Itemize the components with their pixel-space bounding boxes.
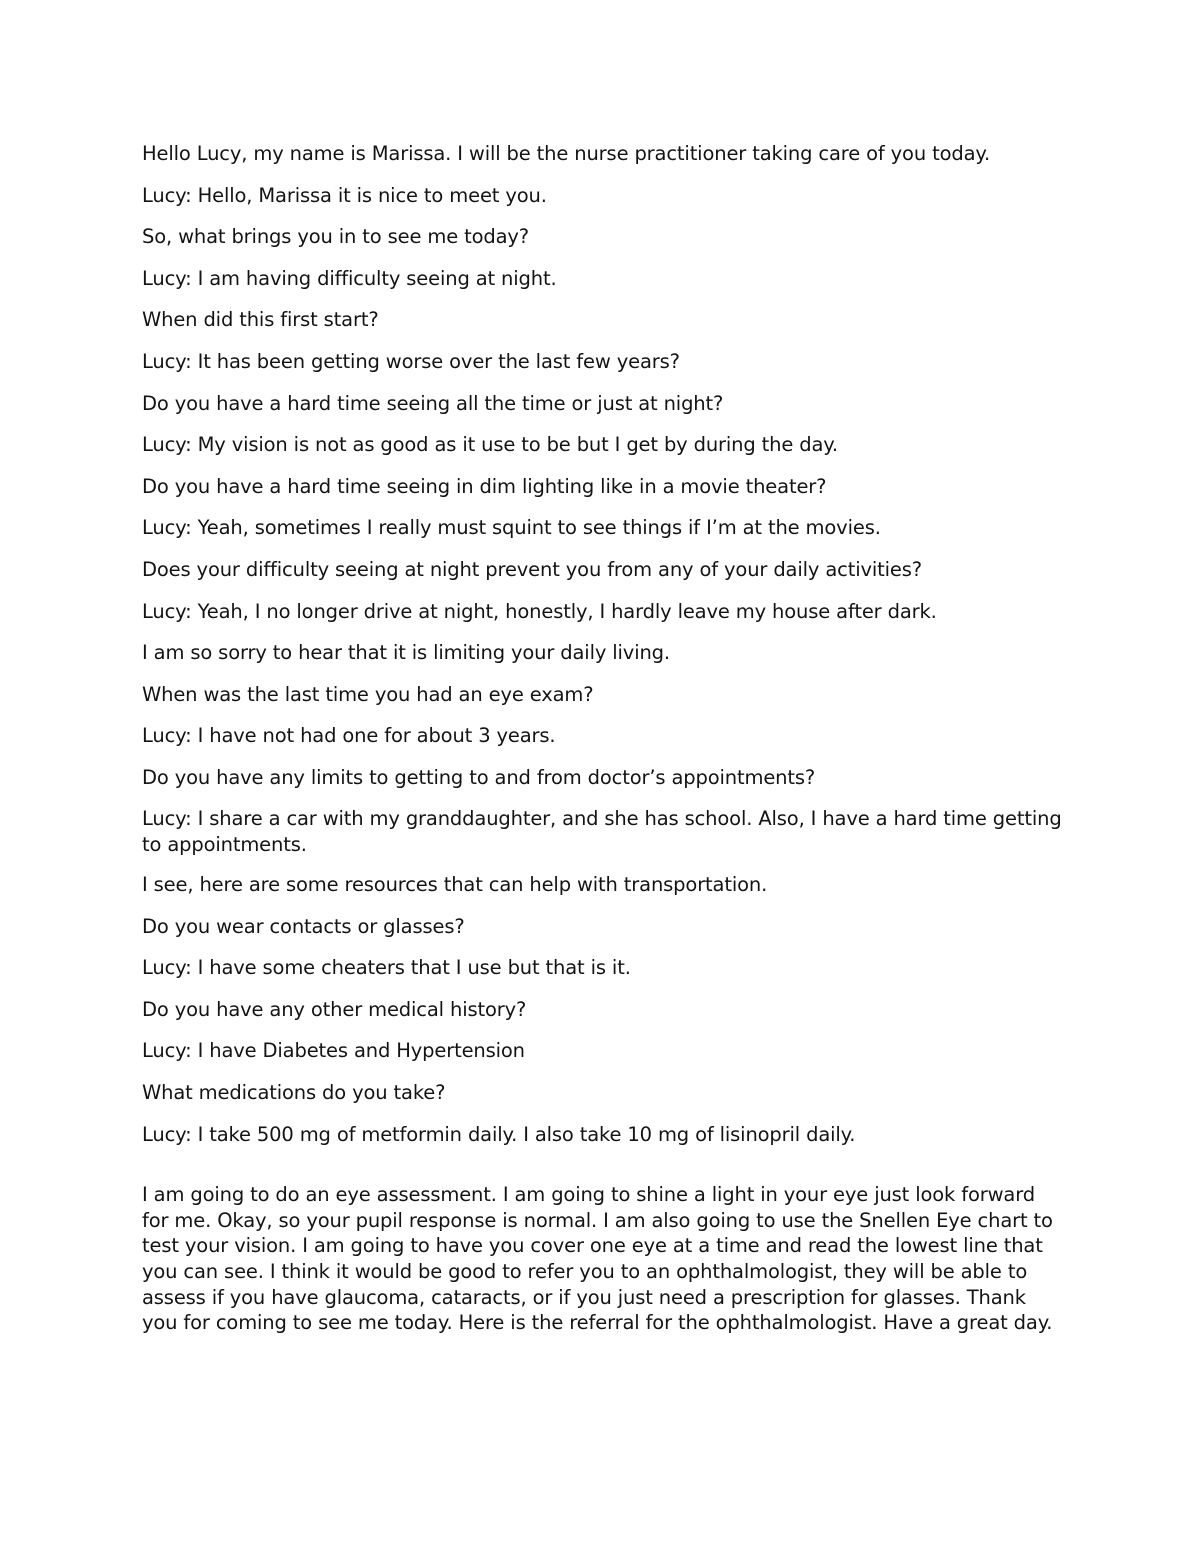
dialogue-line: When was the last time you had an eye exam?: [142, 682, 594, 706]
dialogue-line: Lucy: I have some cheaters that I use but that is it.: [142, 956, 631, 980]
dialogue-line: Lucy: Yeah, sometimes I really must squint to see things if I’m at the movies.: [142, 516, 881, 540]
dialogue-line: Does your difficulty seeing at night prevent you from any of your daily activities?: [142, 557, 922, 581]
dialogue-line: I am so sorry to hear that it is limiting your daily living.: [142, 641, 670, 665]
dialogue-line: So, what brings you in to see me today?: [142, 225, 529, 249]
dialogue-line: Lucy: Yeah, I no longer drive at night, honestly, I hardly leave my house after dark.: [142, 599, 937, 623]
dialogue-line: Do you have any limits to getting to and from doctor’s appointments?: [142, 765, 816, 789]
dialogue-line: Lucy: My vision is not as good as it use to be but I get by during the day.: [142, 433, 838, 457]
dialogue-line: Do you wear contacts or glasses?: [142, 914, 465, 938]
document-body: [142, 140, 1062, 1356]
dialogue-line: Lucy: Hello, Marissa it is nice to meet you.: [142, 183, 547, 207]
dialogue-line: Hello Lucy, my name is Marissa. I will be the nurse practitioner taking care of you today.: [142, 142, 991, 165]
dialogue-line: Lucy: I take 500 mg of metformin daily. I also take 10 mg of lisinopril daily.: [142, 1122, 856, 1146]
dialogue-line: Lucy: I am having difficulty seeing at night.: [142, 266, 557, 290]
dialogue-line: Do you have a hard time seeing in dim lighting like in a movie theater?: [142, 474, 827, 498]
dialogue-line: Lucy: I have not had one for about 3 years.: [142, 724, 556, 748]
dialogue-line: Lucy: I have Diabetes and Hypertension: [142, 1039, 525, 1063]
dialogue-line: When did this first start?: [142, 308, 379, 332]
dialogue-line: Lucy: It has been getting worse over the last few years?: [142, 349, 680, 373]
closing-paragraph: I am going to do an eye assessment. I am going to shine a light in your eye just look forward for me. Okay, so your pupil response is normal. I am also going to use the Snellen Eye chart to test your vision. I am going to have you cover one eye at a time and read the lowest line that you can see. I think it would be good to refer you to an ophthalmologist, they will be able to assess if you have glaucoma, cataracts, or if you just need a prescription for glasses. Thank you for coming to see me today. Here is the referral for the ophthalmologist. Have a great day.: [142, 1182, 1053, 1335]
dialogue-line: I see, here are some resources that can help with transportation.: [142, 873, 768, 896]
dialogue-line: Do you have a hard time seeing all the time or just at night?: [142, 391, 724, 415]
dialogue-line: Lucy: I share a car with my granddaughter, and she has school. Also, I have a hard time getting to appointments.: [142, 806, 1062, 856]
dialogue-line: Do you have any other medical history?: [142, 997, 527, 1021]
dialogue-line: What medications do you take?: [142, 1080, 446, 1104]
